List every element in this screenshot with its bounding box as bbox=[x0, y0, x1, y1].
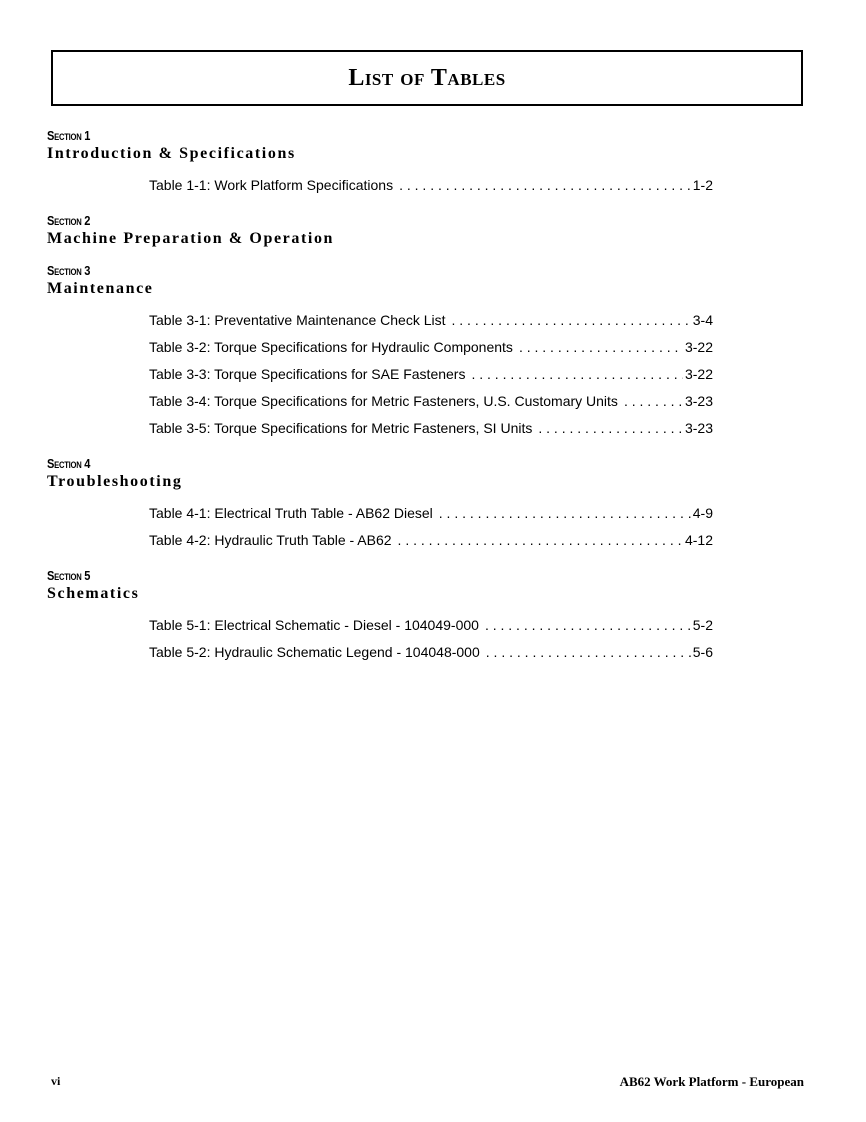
dot-leader bbox=[399, 172, 691, 199]
section-block bbox=[47, 263, 727, 442]
table-entry-page: 3-22 bbox=[684, 366, 713, 382]
section-block bbox=[47, 456, 727, 554]
dot-leader bbox=[398, 527, 683, 554]
table-entry-label: Table 5-2: Hydraulic Schematic Legend - 104048-000 bbox=[149, 644, 480, 660]
section-label: Section 1 bbox=[47, 128, 91, 143]
table-entry[interactable] bbox=[149, 172, 713, 199]
page-title-box bbox=[51, 50, 803, 106]
section-label: Section 2 bbox=[47, 213, 91, 228]
section-block bbox=[47, 128, 727, 199]
table-entry-page: 4-9 bbox=[692, 505, 713, 521]
table-list bbox=[47, 128, 727, 680]
dot-leader bbox=[624, 388, 683, 415]
table-entry-label: Table 3-4: Torque Specifications for Metric Fasteners, U.S. Customary Units bbox=[149, 393, 618, 409]
table-entry-label: Table 3-5: Torque Specifications for Metric Fasteners, SI Units bbox=[149, 420, 533, 436]
table-entry-label: Table 4-2: Hydraulic Truth Table - AB62 bbox=[149, 532, 392, 548]
section-label: Section 4 bbox=[47, 456, 91, 471]
table-entry-page: 5-2 bbox=[692, 617, 713, 633]
table-entry-page: 5-6 bbox=[692, 644, 713, 660]
section-title: Troubleshooting bbox=[47, 473, 183, 490]
table-entry[interactable] bbox=[149, 500, 713, 527]
table-entry[interactable] bbox=[149, 612, 713, 639]
dot-leader bbox=[485, 612, 691, 639]
dot-leader bbox=[452, 307, 691, 334]
table-entry-page: 3-23 bbox=[684, 420, 713, 436]
section-title: Machine Preparation & Operation bbox=[47, 230, 335, 247]
table-entry[interactable] bbox=[149, 388, 713, 415]
table-entry[interactable] bbox=[149, 307, 713, 334]
table-entry-page: 3-23 bbox=[684, 393, 713, 409]
table-entry-page: 4-12 bbox=[684, 532, 713, 548]
footer-document-title: AB62 Work Platform - European bbox=[619, 1074, 804, 1089]
table-entry[interactable] bbox=[149, 639, 713, 666]
table-entry-label: Table 3-2: Torque Specifications for Hydraulic Components bbox=[149, 339, 513, 355]
dot-leader bbox=[519, 334, 683, 361]
table-entry[interactable] bbox=[149, 361, 713, 388]
table-entry-label: Table 5-1: Electrical Schematic - Diesel - 104049-000 bbox=[149, 617, 479, 633]
table-entry-label: Table 4-1: Electrical Truth Table - AB62 Diesel bbox=[149, 505, 433, 521]
table-entry[interactable] bbox=[149, 527, 713, 554]
table-entry[interactable] bbox=[149, 415, 713, 442]
dot-leader bbox=[471, 361, 683, 388]
section-title: Introduction & Specifications bbox=[47, 145, 296, 162]
table-entry-page: 1-2 bbox=[692, 177, 713, 193]
section-label: Section 3 bbox=[47, 263, 91, 278]
section-block bbox=[47, 568, 727, 666]
section-block bbox=[47, 213, 727, 249]
table-entry-label: Table 3-3: Torque Specifications for SAE Fasteners bbox=[149, 366, 466, 382]
table-entry-label: Table 3-1: Preventative Maintenance Check List bbox=[149, 312, 446, 328]
table-entry-label: Table 1-1: Work Platform Specifications bbox=[149, 177, 394, 193]
page-title: List of Tables bbox=[348, 64, 506, 91]
dot-leader bbox=[486, 639, 691, 666]
dot-leader bbox=[538, 415, 683, 442]
section-label: Section 5 bbox=[47, 568, 91, 583]
section-title: Schematics bbox=[47, 585, 140, 602]
table-entry-page: 3-22 bbox=[684, 339, 713, 355]
table-entry[interactable] bbox=[149, 334, 713, 361]
table-entry-page: 3-4 bbox=[692, 312, 713, 328]
section-title: Maintenance bbox=[47, 280, 154, 297]
dot-leader bbox=[439, 500, 691, 527]
footer-page-number: vi bbox=[51, 1074, 61, 1088]
